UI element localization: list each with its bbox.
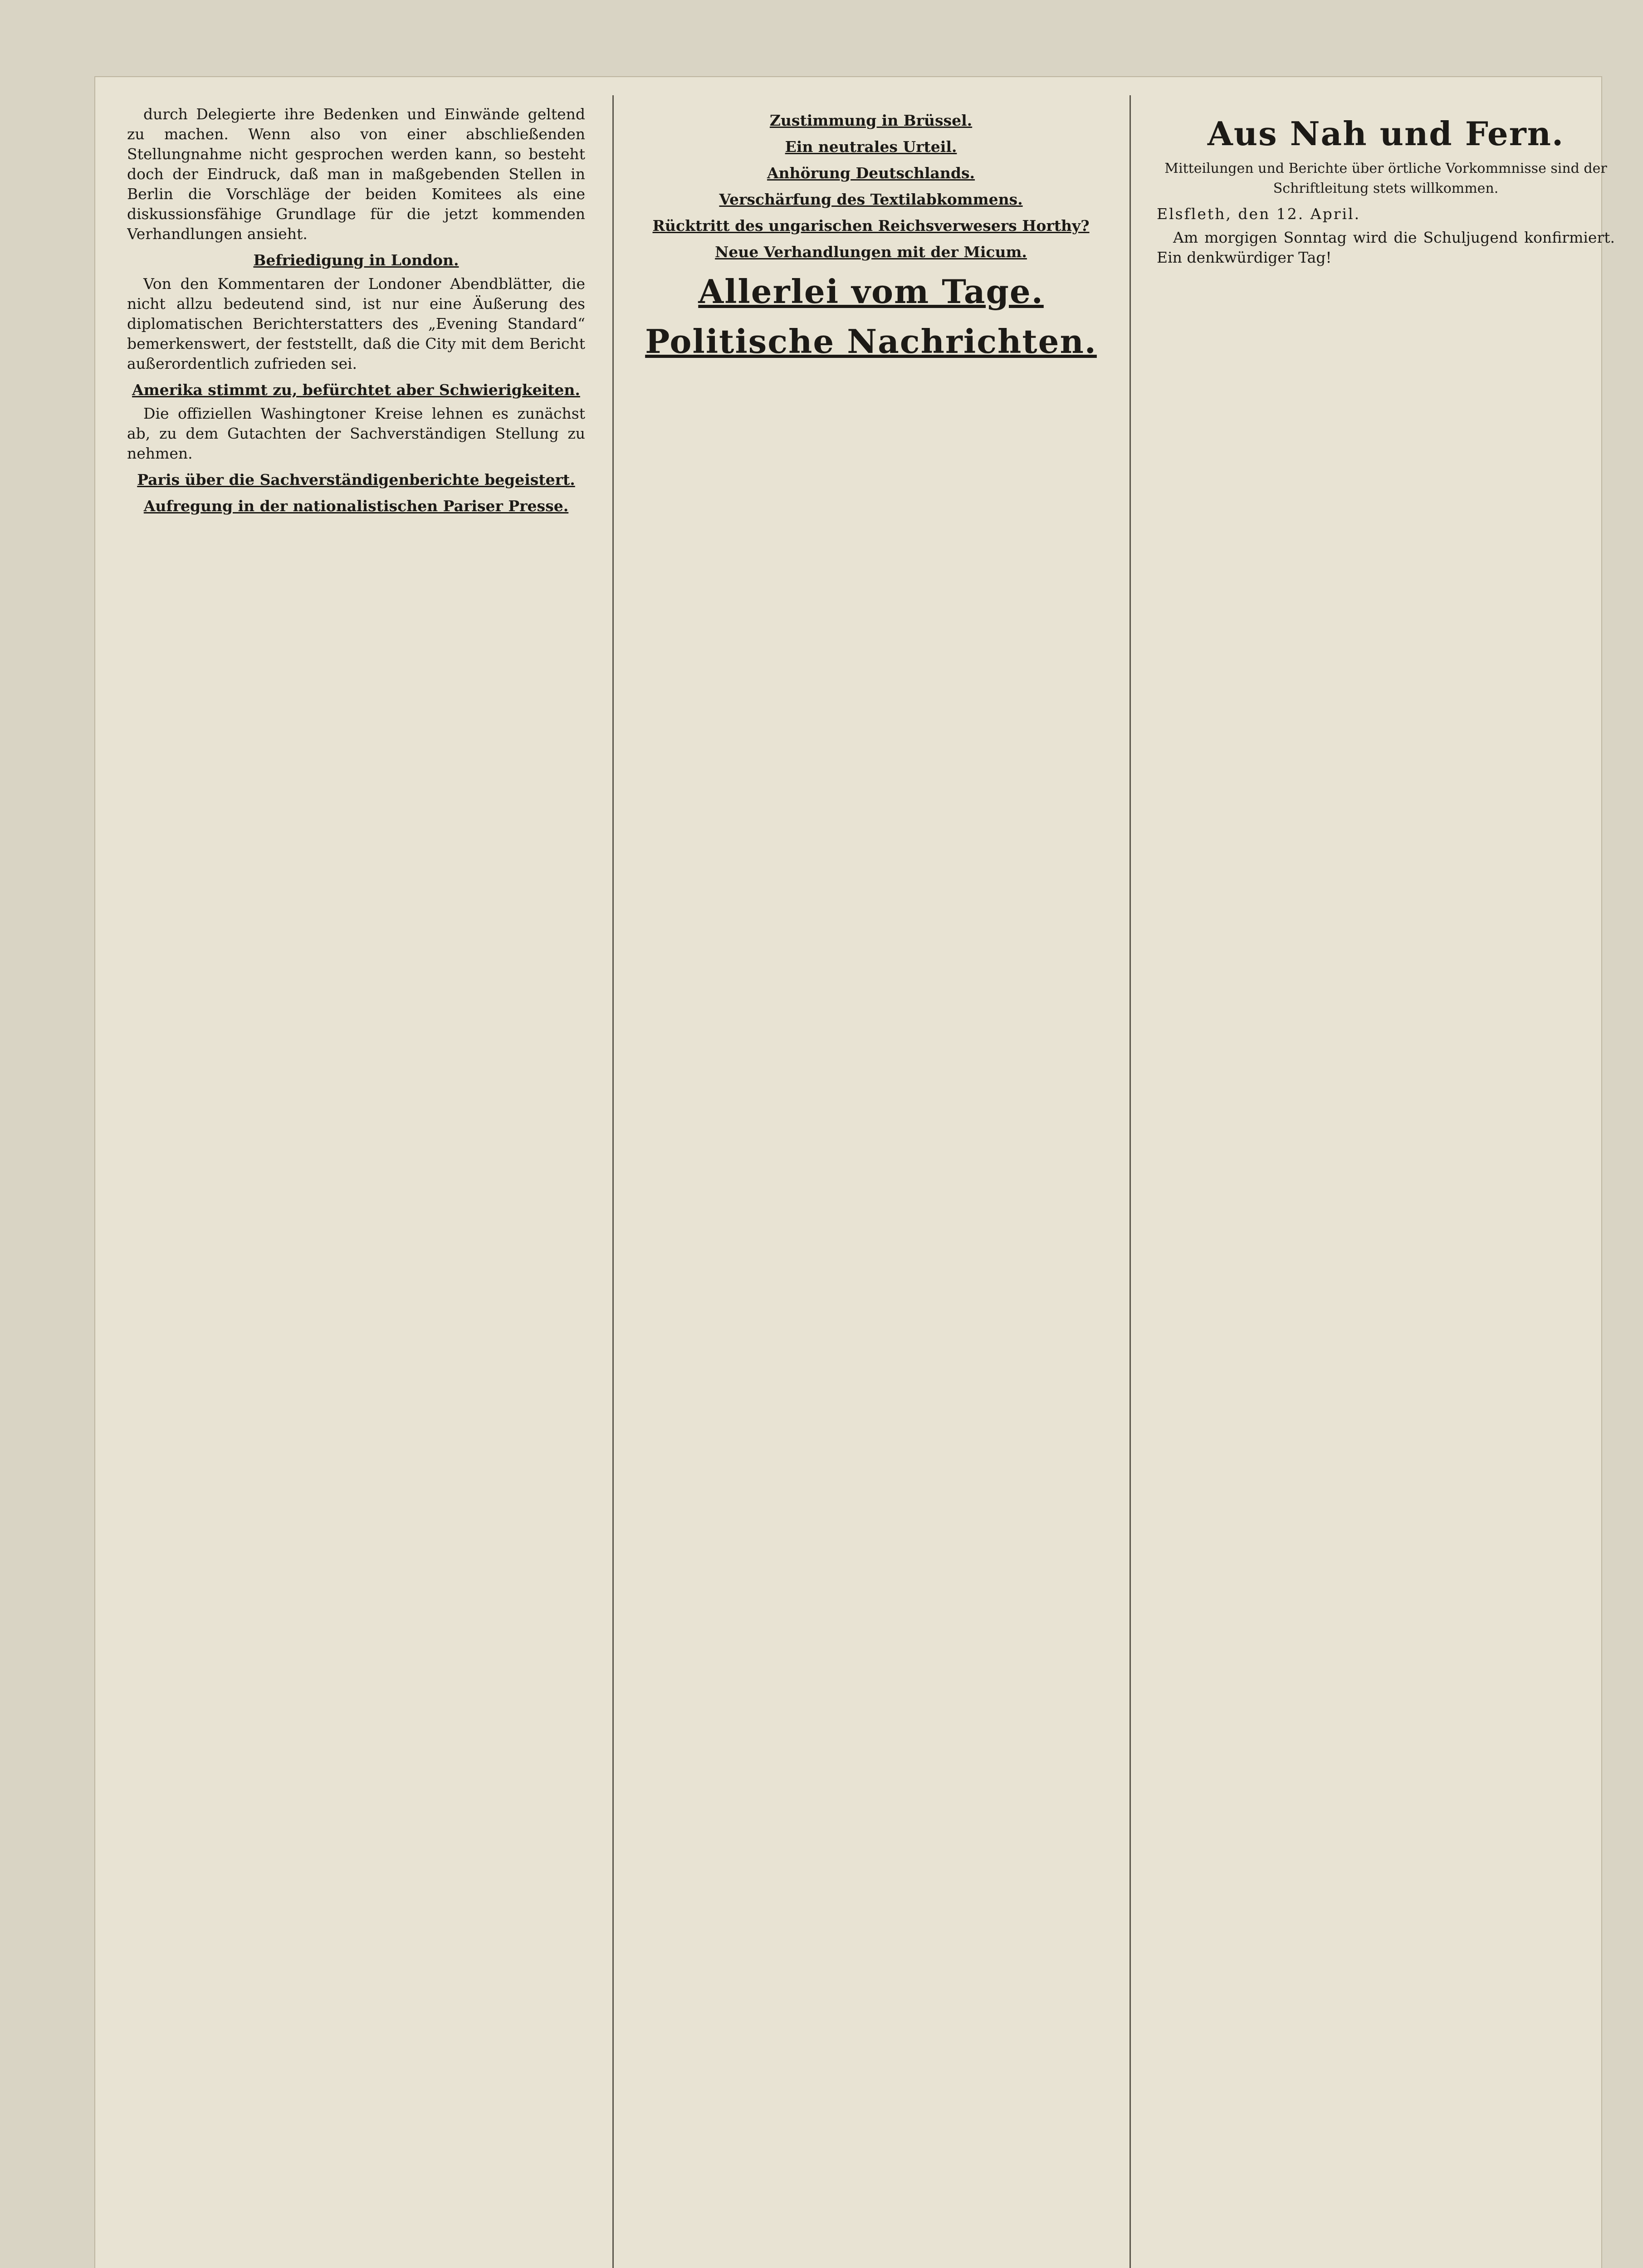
article-heading: Ein neutrales Urteil. <box>785 138 957 156</box>
column-2 <box>640 104 1102 2268</box>
article-paragraph: Am morgigen Sonntag wird die Schuljugend konfirmiert. Ein denkwürdiger Tag! <box>1157 229 1615 266</box>
column-3 <box>1157 104 1615 2268</box>
article-heading: Zustimmung in Brüssel. <box>769 112 973 129</box>
dateline: Elsfleth, den 12. April. <box>1157 205 1361 223</box>
article-paragraph: Die offiziellen Washingtoner Kreise lehnen es zunächst ab, zu dem Gutachten der Sachverständigen Stellung zu nehmen. <box>127 405 585 462</box>
section-subtitle: Mitteilungen und Berichte über örtliche Vorkommnisse sind der Schriftleitung stets willkommen. <box>1164 161 1607 196</box>
column-rule <box>1130 95 1131 2268</box>
article-heading: Neue Verhandlungen mit der Micum. <box>715 243 1027 261</box>
article-heading: Paris über die Sachverständigenberichte begeistert. <box>137 471 575 489</box>
article-heading: Anhörung Deutschlands. <box>767 164 975 182</box>
article-heading: Amerika stimmt zu, befürchtet aber Schwierigkeiten. <box>132 381 580 399</box>
article-heading: Verschärfung des Textilabkommens. <box>719 191 1023 208</box>
article-paragraph: durch Delegierte ihre Bedenken und Einwände geltend zu machen. Wenn also von einer abschließenden Stellungnahme nicht gesprochen werden kann, so besteht doch der Eindruck, daß man in maßgebenden Stellen in Berlin die Vorschläge der beiden Komitees als eine diskussionsfähige Grundlage für die jetzt kommenden Verhandlungen ansieht. <box>127 105 585 243</box>
article-heading: Rücktritt des ungarischen Reichsverwesers Horthy? <box>652 217 1090 235</box>
column-rule <box>612 95 614 2268</box>
newspaper-page <box>95 77 1615 2268</box>
article-heading: Befriedigung in London. <box>253 251 459 269</box>
article-heading: Aufregung in der nationalistischen Pariser Presse. <box>143 497 569 515</box>
article-paragraph: Von den Kommentaren der Londoner Abendblätter, die nicht allzu bedeutend sind, ist nur eine Äußerung des diplomatischen Berichterstatters des „Evening Standard“ bemerkenswert, der feststellt, daß die City mit dem Bericht außerordentlich zufrieden sei. <box>127 275 585 372</box>
section-title: Aus Nah und Fern. <box>1207 114 1565 153</box>
section-title: Politische Nachrichten. <box>645 322 1097 361</box>
column-1 <box>127 104 585 2268</box>
section-title: Allerlei vom Tage. <box>698 272 1044 311</box>
